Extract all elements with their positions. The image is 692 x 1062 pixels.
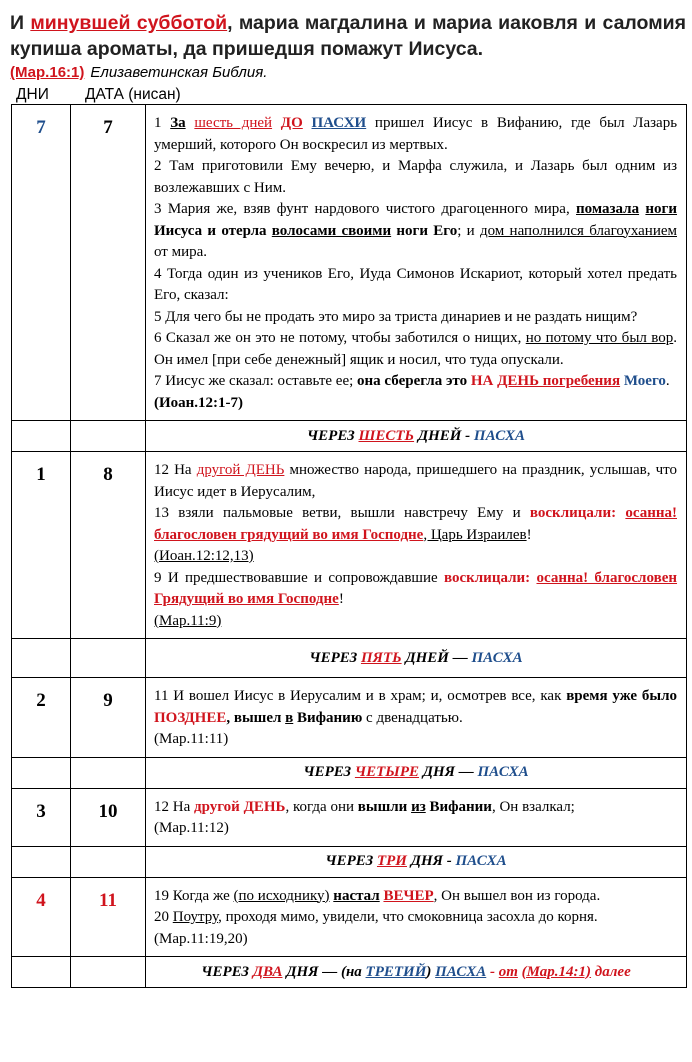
column-header-days: ДНИ — [16, 86, 49, 103]
table-row — [12, 105, 687, 421]
scripture-cell — [146, 105, 687, 421]
verse-reference: (Мар.11:19,20) — [154, 930, 248, 947]
separator-row — [12, 957, 687, 988]
verse: 6 Сказал же он это не потому, чтобы заботился о нищих, но потому что был вор. Он имел [при себе денежный] ящик и носил, что туда опускали. — [154, 330, 677, 368]
day-cell: 2 — [12, 678, 71, 758]
day-cell: 1 — [12, 452, 71, 639]
scripture-cell — [146, 877, 687, 957]
verse-reference: (Иоан.12:1-7) — [154, 394, 244, 411]
date-cell: 9 — [71, 678, 146, 758]
highlight-saturday: минувшей субботой — [30, 12, 228, 34]
verse: 9 И предшествовавшие и сопровождавшие восклицали: осанна! благословен Грядущий во имя Господне! — [154, 569, 678, 607]
countdown-label: ЧЕРЕЗ ТРИ ДНЯ - ПАСХА — [146, 846, 687, 877]
date-cell: 11 — [71, 877, 146, 957]
source-line — [10, 63, 686, 83]
table-row — [12, 788, 687, 846]
column-header-date: ДАТА (нисан) — [85, 86, 181, 103]
day-cell: 7 — [12, 105, 71, 421]
verse: 13 взяли пальмовые ветви, вышли навстречу Ему и восклицали: осанна! благословен грядущий во имя Господне, Царь Израилев! — [154, 505, 677, 543]
verse: 7 Иисус же сказал: оставьте ее; она сберегла это НА ДЕНЬ погребения Моего. — [154, 373, 670, 389]
scripture-cell — [146, 788, 687, 846]
verse: 12 На другой ДЕНЬ, когда они вышли из Вифании, Он взалкал; — [154, 798, 575, 815]
scripture-cell — [146, 678, 687, 758]
date-cell: 8 — [71, 452, 146, 639]
separator-row — [12, 757, 687, 788]
title-verse: И минувшей субботой, мариа магдалина и мариа иаковля и саломия купиша ароматы, да пришедшя помажут Иисуса. — [10, 12, 686, 60]
verse-reference: (Мар.11:11) — [154, 731, 229, 747]
separator-row — [12, 846, 687, 877]
day-cell: 4 — [12, 877, 71, 957]
date-cell: 10 — [71, 788, 146, 846]
countdown-label: ЧЕРЕЗ ДВА ДНЯ — (на ТРЕТИЙ) ПАСХА - от (Мар.14:1) далее — [146, 957, 687, 988]
table-row — [12, 452, 687, 639]
date-cell: 7 — [71, 105, 146, 421]
countdown-label: ЧЕРЕЗ ЧЕТЫРЕ ДНЯ — ПАСХА — [146, 757, 687, 788]
day-cell: 3 — [12, 788, 71, 846]
countdown-label: ЧЕРЕЗ ПЯТЬ ДНЕЙ — ПАСХА — [146, 639, 687, 678]
verse: 4 Тогда один из учеников Его, Иуда Симонов Искариот, который хотел предать Его, сказал: — [154, 265, 677, 303]
source-reference[interactable]: (Мар.16:1) — [10, 64, 85, 81]
verse: 1 За шесть дней ДО ПАСХИ пришел Иисус в Вифанию, где был Лазарь умерший, которого Он воскресил из мертвых. — [154, 115, 678, 153]
verse: 3 Мария же, взяв фунт нардового чистого драгоценного мира, помазала ноги Иисуса и отерла волосами своими ноги Его; и дом наполнился благоуханием от мира. — [154, 201, 678, 260]
countdown-label: ЧЕРЕЗ ШЕСТЬ ДНЕЙ - ПАСХА — [146, 421, 687, 452]
verse: 2 Там приготовили Ему вечерю, и Марфа служила, и Лазарь был одним из возлежавших с Ним. — [154, 158, 677, 196]
separator-row — [12, 421, 687, 452]
verse-reference: (Иоан.12:12,13) — [154, 548, 254, 564]
table-row — [12, 678, 687, 758]
verse-reference: (Мар.11:9) — [154, 612, 222, 629]
scripture-cell — [146, 452, 687, 639]
verse: 5 Для чего бы не продать это миро за триста динариев и не раздать нищим? — [154, 308, 638, 325]
verse-reference: (Мар.11:12) — [154, 820, 229, 836]
verse: 20 Поутру, проходя мимо, увидели, что смоковница засохла до корня. — [154, 909, 598, 925]
table-row — [12, 877, 687, 957]
verse: 19 Когда же (по исходнику) настал ВЕЧЕР, Он вышел вон из города. — [154, 887, 601, 904]
timeline-table — [11, 104, 687, 988]
separator-row — [12, 639, 687, 678]
verse: 11 И вошел Иисус в Иерусалим и в храм; и, осмотрев все, как время уже было ПОЗДНЕЕ, вышел в Вифанию с двенадцатью. — [154, 688, 677, 726]
bible-edition: Елизаветинская Библия. — [90, 64, 268, 81]
verse: 12 На другой ДЕНЬ множество народа, пришедшего на праздник, услышав, что Иисус идет в Иерусалим, — [154, 462, 677, 500]
document-header — [10, 10, 686, 83]
